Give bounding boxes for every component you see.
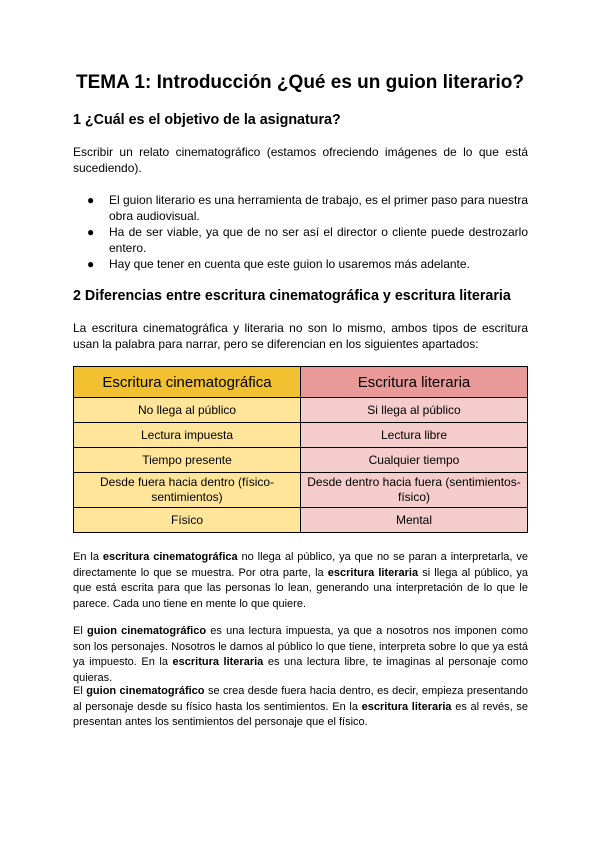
text-span: El	[73, 685, 87, 697]
section-1-heading: 1 ¿Cuál es el objetivo de la asignatura?	[73, 112, 341, 128]
bold-term: escritura literaria	[172, 656, 264, 668]
table-cell: Si llega al público	[301, 398, 528, 423]
list-item	[73, 224, 528, 256]
text-span: si llega al público, ya que está escrita para que las personas lo lean, generando una interpretación de lo que le parece. Cada uno tiene en mente lo que quiere.	[73, 566, 528, 610]
comparison-table	[73, 366, 528, 533]
bold-term: guion cinematográfico	[86, 685, 205, 697]
page-title: TEMA 1: Introducción ¿Qué es un guion literario?	[76, 72, 524, 93]
list-item-text: Ha de ser viable, ya que de no ser así el director o cliente puede destrozarlo entero.	[109, 225, 528, 255]
paragraph-lectura	[73, 624, 528, 686]
bullet-icon: ●	[87, 257, 95, 271]
list-item	[73, 256, 528, 272]
table-row	[74, 508, 528, 533]
table-cell: Tiempo presente	[74, 448, 301, 473]
table-row	[74, 398, 528, 423]
list-item	[73, 192, 528, 224]
paragraph-escritura	[73, 550, 528, 612]
table-row	[74, 473, 528, 508]
table-header-row	[74, 367, 528, 398]
list-item-text: El guion literario es una herramienta de trabajo, es el primer paso para nuestra obra audiovisual.	[109, 193, 528, 223]
bold-term: escritura literaria	[361, 700, 452, 713]
header-escritura-cinematografica: Escritura cinematográfica	[74, 367, 301, 398]
section-2-intro: La escritura cinematográfica y literaria no son lo mismo, ambos tipos de escritura usan la palabra para narrar, pero se diferencian en los siguientes apartados:	[73, 321, 528, 351]
text-span: es una lectura impuesta, ya que a nosotros nos imponen como son los personajes. Nosotros le damos al público lo que tiene, interpreta sobre lo que ya está ya impuesto. En la	[73, 625, 528, 668]
section-2-heading: 2 Diferencias entre escritura cinematográfica y escritura literaria	[73, 288, 511, 304]
table-cell: Cualquier tiempo	[301, 448, 528, 473]
bold-term: escritura cinematográfica	[102, 551, 238, 563]
table-cell: Lectura libre	[301, 423, 528, 448]
list-item-text: Hay que tener en cuenta que este guion lo usaremos más adelante.	[109, 257, 470, 271]
text-span: no llega al público, ya que no se paran a interpretarla, ve directamente lo que se muestra. Por otra parte, la	[73, 551, 528, 579]
table-row	[74, 448, 528, 473]
bullet-list	[73, 192, 528, 272]
table-row	[74, 423, 528, 448]
table-cell: Desde dentro hacia fuera (sentimientos-físico)	[301, 473, 528, 508]
section-1-intro: Escribir un relato cinematográfico (estamos ofreciendo imágenes de lo que está sucediendo).	[73, 145, 528, 175]
bold-term: escritura literaria	[327, 566, 419, 579]
table-cell: Desde fuera hacia dentro (físico-sentimientos)	[74, 473, 301, 508]
bullet-icon: ●	[87, 193, 95, 207]
table-cell: Físico	[74, 508, 301, 533]
text-span: se crea desde fuera hacia dentro, es decir, empieza presentando al personaje desde su físico hasta los sentimientos. En la	[73, 685, 528, 713]
bold-term: guion cinematográfico	[86, 625, 207, 637]
table-cell: Lectura impuesta	[74, 423, 301, 448]
text-span: En la	[73, 551, 103, 563]
paragraph-direccion	[73, 684, 528, 731]
table-cell: No llega al público	[74, 398, 301, 423]
table-cell: Mental	[301, 508, 528, 533]
bullet-icon: ●	[87, 225, 95, 239]
text-span: es una lectura libre, te imaginas al personaje como quieras.	[73, 656, 528, 684]
header-escritura-literaria: Escritura literaria	[301, 367, 528, 398]
text-span: El	[73, 625, 87, 637]
text-span: es al revés, se presentan antes los sentimientos del personaje que el físico.	[73, 700, 528, 728]
